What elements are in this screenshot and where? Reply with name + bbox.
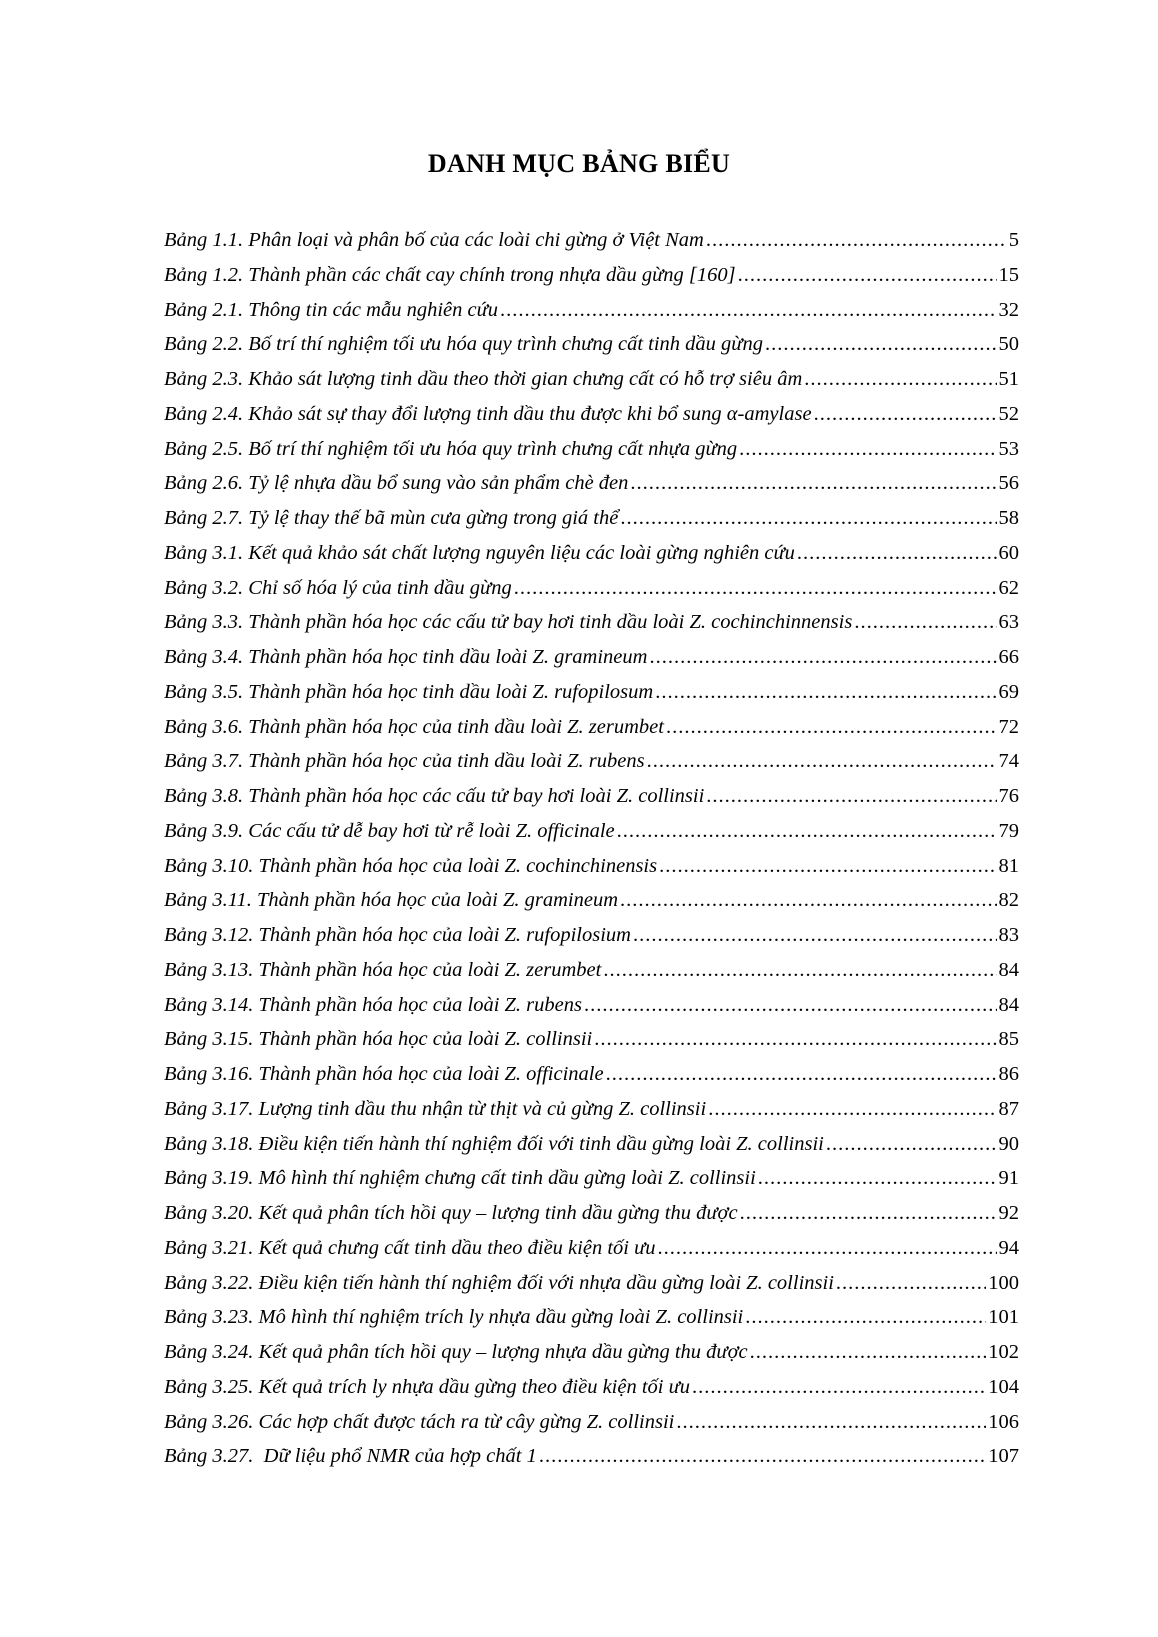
toc-entry[interactable] bbox=[164, 299, 1019, 334]
toc-entry[interactable] bbox=[164, 820, 1019, 855]
toc-dot-leader bbox=[836, 1272, 986, 1295]
toc-entry-label: Bảng 3.10. Thành phần hóa học của loài Z. cochinchinensis bbox=[164, 854, 658, 877]
toc-entry-label: Bảng 3.7. Thành phần hóa học của tinh dầu loài Z. rubens bbox=[164, 750, 645, 773]
toc-dot-leader bbox=[765, 333, 997, 356]
toc-entry[interactable] bbox=[164, 889, 1019, 924]
toc-entry-page-number: 76 bbox=[998, 785, 1019, 807]
toc-entry-page-number: 91 bbox=[998, 1167, 1019, 1190]
toc-entry-page-number: 102 bbox=[988, 1341, 1019, 1363]
toc-entry-page-number: 50 bbox=[998, 333, 1019, 356]
toc-entry[interactable] bbox=[164, 785, 1019, 820]
toc-dot-leader bbox=[594, 1028, 996, 1051]
toc-entry-label: Bảng 3.26. Các hợp chất được tách ra từ cây gừng Z. collinsii bbox=[164, 1410, 675, 1433]
toc-entry-label: Bảng 2.1. Thông tin các mẫu nghiên cứu bbox=[164, 298, 499, 321]
toc-entry-label: Bảng 3.5. Thành phần hóa học tinh dầu loài Z. rufopilosum bbox=[164, 680, 654, 703]
toc-entry[interactable] bbox=[164, 403, 1019, 438]
toc-entry-page-number: 51 bbox=[998, 368, 1019, 390]
toc-entry[interactable] bbox=[164, 507, 1019, 542]
toc-entry-page-number: 83 bbox=[998, 924, 1019, 946]
toc-dot-leader bbox=[606, 1063, 997, 1086]
toc-dot-leader bbox=[740, 1202, 997, 1225]
toc-entry-page-number: 104 bbox=[988, 1375, 1019, 1398]
toc-entry-label: Bảng 3.21. Kết quả chưng cất tinh dầu theo điều kiện tối ưu bbox=[164, 1236, 656, 1259]
toc-dot-leader bbox=[620, 889, 996, 912]
toc-entry-page-number: 58 bbox=[998, 507, 1019, 529]
toc-entry[interactable] bbox=[164, 1306, 1019, 1341]
toc-entry-page-number: 94 bbox=[998, 1236, 1019, 1259]
toc-entry-page-number: 56 bbox=[998, 472, 1019, 495]
toc-dot-leader bbox=[647, 750, 997, 773]
toc-entry-label: Bảng 3.25. Kết quả trích ly nhựa dầu gừng theo điều kiện tối ưu bbox=[164, 1375, 691, 1398]
toc-dot-leader bbox=[692, 1376, 986, 1399]
toc-entry-label: Bảng 3.3. Thành phần hóa học các cấu tử bay hơi tinh dầu loài Z. cochinchinnensis bbox=[164, 611, 853, 634]
toc-dot-leader bbox=[804, 368, 996, 391]
toc-entry[interactable] bbox=[164, 472, 1019, 507]
toc-entry-page-number: 90 bbox=[998, 1132, 1019, 1155]
toc-entry-page-number: 86 bbox=[998, 1063, 1019, 1085]
toc-entry-page-number: 69 bbox=[998, 680, 1019, 703]
toc-dot-leader bbox=[666, 716, 997, 739]
toc-dot-leader bbox=[603, 959, 996, 982]
toc-entry-page-number: 5 bbox=[1008, 229, 1019, 251]
toc-entry-page-number: 106 bbox=[988, 1410, 1019, 1433]
toc-dot-leader bbox=[814, 403, 997, 426]
toc-entry-page-number: 82 bbox=[998, 889, 1019, 912]
toc-entry[interactable] bbox=[164, 611, 1019, 646]
toc-entry-label: Bảng 3.13. Thành phần hóa học của loài Z. zerumbet bbox=[164, 958, 602, 981]
toc-entry-page-number: 100 bbox=[988, 1271, 1019, 1294]
toc-dot-leader bbox=[854, 611, 996, 634]
toc-entry-label: Bảng 3.16. Thành phần hóa học của loài Z. officinale bbox=[164, 1063, 604, 1085]
toc-entry-page-number: 72 bbox=[998, 715, 1019, 738]
toc-dot-leader bbox=[797, 542, 997, 565]
toc-entry-page-number: 107 bbox=[988, 1445, 1019, 1468]
toc-entry[interactable] bbox=[164, 1063, 1019, 1098]
toc-entry-page-number: 87 bbox=[998, 1097, 1019, 1120]
toc-entry-label: Bảng 2.5. Bố trí thí nghiệm tối ưu hóa quy trình chưng cất nhựa gừng bbox=[164, 437, 738, 460]
toc-entry-page-number: 52 bbox=[998, 402, 1019, 425]
toc-dot-leader bbox=[750, 1341, 987, 1364]
page-title: DANH MỤC BẢNG BIỂU bbox=[427, 149, 731, 179]
toc-entry-label: Bảng 3.12. Thành phần hóa học của loài Z. rufopilosium bbox=[164, 924, 631, 946]
toc-entry[interactable] bbox=[164, 438, 1019, 473]
toc-entry-page-number: 62 bbox=[998, 576, 1019, 599]
toc-entry[interactable] bbox=[164, 716, 1019, 751]
toc-entry-page-number: 84 bbox=[998, 958, 1019, 981]
toc-dot-leader bbox=[738, 264, 997, 287]
toc-entry-label: Bảng 2.2. Bố trí thí nghiệm tối ưu hóa quy trình chưng cất tinh dầu gừng bbox=[164, 333, 763, 356]
toc-entry-page-number: 84 bbox=[998, 993, 1019, 1016]
toc-dot-leader bbox=[658, 1237, 997, 1260]
toc-entry-page-number: 92 bbox=[998, 1202, 1019, 1224]
toc-entry-label: Bảng 2.3. Khảo sát lượng tinh dầu theo thời gian chưng cất có hỗ trợ siêu âm bbox=[164, 368, 803, 390]
toc-entry-label: Bảng 3.18. Điều kiện tiến hành thí nghiệm đối với tinh dầu gừng loài Z. collinsii bbox=[164, 1132, 824, 1155]
toc-entry-page-number: 53 bbox=[998, 437, 1019, 460]
toc-entry[interactable] bbox=[164, 646, 1019, 681]
toc-entry-label: Bảng 3.1. Kết quả khảo sát chất lượng nguyên liệu các loài gừng nghiên cứu bbox=[164, 541, 795, 564]
toc-entry-label: Bảng 3.8. Thành phần hóa học các cấu tử bay hơi loài Z. collinsii bbox=[164, 785, 705, 807]
toc-entry-label: Bảng 3.27. Dữ liệu phổ NMR của hợp chất 1 bbox=[164, 1445, 537, 1468]
toc-entry-page-number: 15 bbox=[998, 263, 1019, 286]
toc-entry-page-number: 79 bbox=[998, 819, 1019, 842]
toc-entry-page-number: 81 bbox=[998, 854, 1019, 877]
toc-entry[interactable] bbox=[164, 1133, 1019, 1168]
toc-entry-label: Bảng 3.22. Điều kiện tiến hành thí nghiệm đối với nhựa dầu gừng loài Z. collinsii bbox=[164, 1271, 834, 1294]
toc-dot-leader bbox=[649, 646, 996, 669]
toc-entry-label: Bảng 3.24. Kết quả phân tích hồi quy – lượng nhựa dầu gừng thu được bbox=[164, 1341, 748, 1363]
toc-entry[interactable] bbox=[164, 924, 1019, 959]
toc-entry[interactable] bbox=[164, 264, 1019, 299]
toc-dot-leader bbox=[655, 681, 996, 704]
toc-dot-leader bbox=[706, 785, 996, 808]
toc-dot-leader bbox=[500, 299, 996, 322]
toc-entry-label: Bảng 3.17. Lượng tinh dầu thu nhận từ thịt và củ gừng Z. collinsii bbox=[164, 1097, 707, 1120]
toc-entry[interactable] bbox=[164, 1202, 1019, 1237]
toc-dot-leader bbox=[584, 994, 997, 1017]
toc-entry-label: Bảng 2.7. Tỷ lệ thay thế bã mùn cưa gừng trong giá thể bbox=[164, 507, 619, 529]
toc-entry-label: Bảng 3.4. Thành phần hóa học tinh dầu loài Z. gramineum bbox=[164, 646, 648, 668]
toc-entry-page-number: 60 bbox=[998, 541, 1019, 564]
toc-entry-label: Bảng 3.9. Các cấu tử dễ bay hơi từ rễ loài Z. officinale bbox=[164, 819, 615, 842]
toc-entry-page-number: 66 bbox=[998, 646, 1019, 668]
toc-dot-leader bbox=[620, 507, 996, 530]
toc-entry-label: Bảng 1.2. Thành phần các chất cay chính trong nhựa dầu gừng [160] bbox=[164, 263, 736, 286]
toc-entry[interactable] bbox=[164, 1272, 1019, 1307]
toc-entry[interactable] bbox=[164, 994, 1019, 1029]
toc-entry-page-number: 85 bbox=[998, 1028, 1019, 1051]
toc-entry-label: Bảng 3.23. Mô hình thí nghiệm trích ly nhựa dầu gừng loài Z. collinsii bbox=[164, 1306, 744, 1329]
toc-entry[interactable] bbox=[164, 959, 1019, 994]
toc-entry[interactable] bbox=[164, 1098, 1019, 1133]
toc-entry-page-number: 63 bbox=[998, 611, 1019, 634]
toc-dot-leader bbox=[676, 1411, 986, 1434]
toc-entry-label: Bảng 2.4. Khảo sát sự thay đổi lượng tinh dầu thu được khi bổ sung α-amylase bbox=[164, 402, 812, 425]
toc-entry-page-number: 74 bbox=[998, 750, 1019, 773]
toc-entry-page-number: 101 bbox=[988, 1306, 1019, 1329]
toc-dot-leader bbox=[539, 1445, 986, 1468]
toc-entry-label: Bảng 1.1. Phân loại và phân bố của các loài chi gừng ở Việt Nam bbox=[164, 229, 704, 251]
toc-dot-leader bbox=[708, 1098, 996, 1121]
toc-entry[interactable] bbox=[164, 1167, 1019, 1202]
toc-entry[interactable] bbox=[164, 542, 1019, 577]
toc-dot-leader bbox=[826, 1133, 997, 1156]
toc-dot-leader bbox=[617, 820, 997, 843]
toc-entry[interactable] bbox=[164, 368, 1019, 403]
table-of-contents-list bbox=[164, 229, 1019, 1480]
toc-entry-label: Bảng 3.2. Chỉ số hóa lý của tinh dầu gừng bbox=[164, 576, 512, 599]
toc-entry[interactable] bbox=[164, 333, 1019, 368]
toc-dot-leader bbox=[659, 855, 996, 878]
toc-entry-label: Bảng 3.11. Thành phần hóa học của loài Z. gramineum bbox=[164, 889, 619, 912]
toc-dot-leader bbox=[633, 924, 997, 947]
toc-entry-label: Bảng 3.6. Thành phần hóa học của tinh dầu loài Z. zerumbet bbox=[164, 715, 664, 738]
toc-entry[interactable] bbox=[164, 750, 1019, 785]
toc-entry[interactable] bbox=[164, 1376, 1019, 1411]
toc-entry[interactable] bbox=[164, 1411, 1019, 1446]
toc-dot-leader bbox=[739, 438, 996, 461]
toc-entry[interactable] bbox=[164, 855, 1019, 890]
toc-dot-leader bbox=[706, 229, 1007, 252]
toc-dot-leader bbox=[745, 1306, 986, 1329]
toc-entry[interactable] bbox=[164, 229, 1019, 264]
toc-entry[interactable] bbox=[164, 577, 1019, 612]
toc-entry-page-number: 32 bbox=[998, 298, 1019, 321]
toc-entry[interactable] bbox=[164, 1341, 1019, 1376]
toc-entry[interactable] bbox=[164, 1237, 1019, 1272]
toc-entry[interactable] bbox=[164, 1445, 1019, 1480]
toc-entry[interactable] bbox=[164, 681, 1019, 716]
toc-entry-label: Bảng 3.19. Mô hình thí nghiệm chưng cất tinh dầu gừng loài Z. collinsii bbox=[164, 1167, 756, 1190]
toc-entry-label: Bảng 3.15. Thành phần hóa học của loài Z. collinsii bbox=[164, 1028, 593, 1051]
toc-entry-label: Bảng 3.14. Thành phần hóa học của loài Z. rubens bbox=[164, 993, 582, 1016]
toc-entry[interactable] bbox=[164, 1028, 1019, 1063]
toc-dot-leader bbox=[758, 1167, 997, 1190]
toc-dot-leader bbox=[514, 577, 997, 600]
toc-entry-label: Bảng 2.6. Tỷ lệ nhựa dầu bổ sung vào sản phẩm chè đen bbox=[164, 472, 629, 495]
toc-dot-leader bbox=[630, 472, 996, 495]
toc-entry-label: Bảng 3.20. Kết quả phân tích hồi quy – lượng tinh dầu gừng thu được bbox=[164, 1202, 738, 1224]
